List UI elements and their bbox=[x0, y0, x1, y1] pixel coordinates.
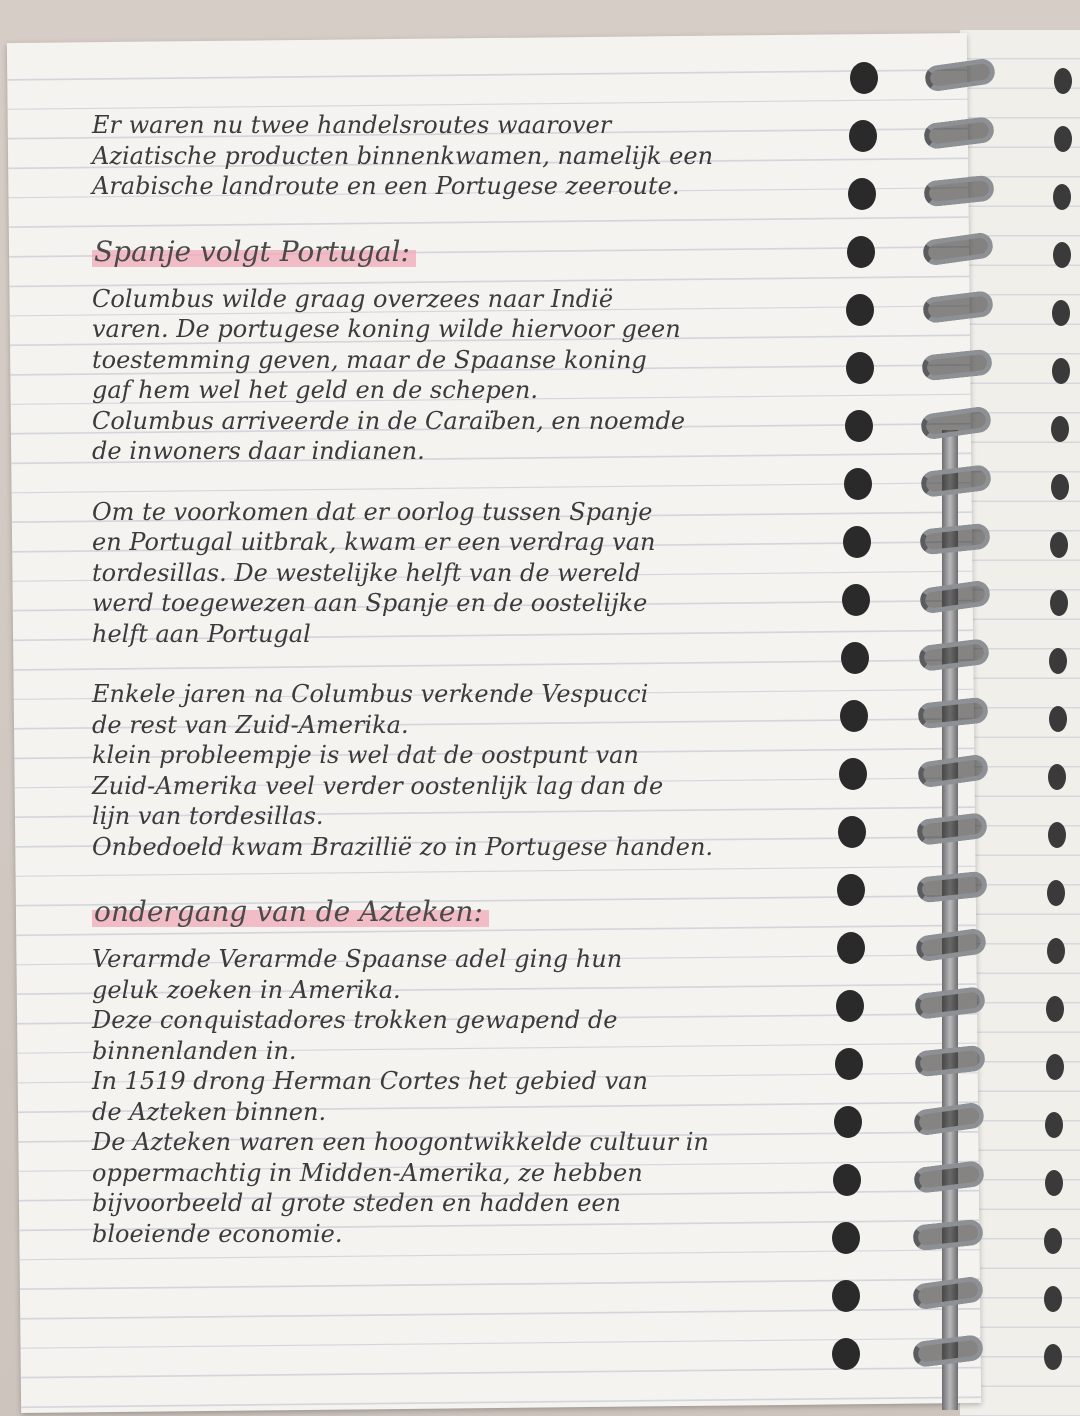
binder-hole bbox=[841, 642, 869, 674]
text-line: oppermachtig in Midden-Amerika, ze hebben bbox=[92, 1158, 643, 1187]
binder-hole bbox=[836, 990, 864, 1022]
spiral-coil bbox=[919, 464, 992, 498]
binder-hole bbox=[1047, 880, 1065, 906]
text-line: In 1519 drong Herman Cortes het gebied van bbox=[92, 1067, 648, 1095]
binder-hole bbox=[1049, 706, 1067, 732]
binder-hole bbox=[846, 352, 874, 384]
binder-hole bbox=[846, 294, 874, 326]
right-page-holes bbox=[1040, 60, 1080, 1400]
binder-hole bbox=[838, 816, 866, 848]
spiral-coil bbox=[917, 696, 989, 729]
text-line: Columbus wilde graag overzees naar Indië bbox=[92, 284, 614, 313]
text-line: De Azteken waren een hoogontwikkelde cultuur in bbox=[92, 1128, 709, 1156]
text-line: Zuid-Amerika veel verder oostenlijk lag dan de bbox=[92, 771, 664, 800]
binder-hole bbox=[843, 526, 871, 558]
binder-hole bbox=[1054, 126, 1072, 152]
paragraph-azteken bbox=[92, 944, 812, 1249]
binder-hole bbox=[832, 1338, 860, 1370]
text-line: helft aan Portugal bbox=[92, 619, 311, 648]
spiral-coil bbox=[923, 174, 995, 207]
spiral-coil bbox=[919, 522, 991, 555]
text-line: Aziatische producten binnenkwamen, namelijk een bbox=[92, 141, 714, 170]
text-line: de inwoners daar indianen. bbox=[92, 437, 425, 465]
spiral-coil bbox=[923, 116, 996, 150]
text-line: Er waren nu twee handelsroutes waarover bbox=[92, 111, 612, 139]
section-heading-spanje: Spanje volgt Portugal: bbox=[92, 232, 416, 272]
binder-hole bbox=[1052, 300, 1070, 326]
spiral-coil bbox=[915, 927, 988, 962]
binder-hole bbox=[833, 1164, 861, 1196]
text-line: bijvoorbeeld al grote steden en hadden een bbox=[92, 1189, 621, 1217]
binder-hole bbox=[839, 758, 867, 790]
text-line: bloeiende economie. bbox=[92, 1219, 343, 1248]
paragraph-vespucci bbox=[92, 679, 812, 862]
text-line: varen. De portugese koning wilde hiervoor geen bbox=[92, 315, 681, 343]
text-line: tordesillas. De westelijke helft van de wereld bbox=[92, 558, 641, 587]
binder-hole bbox=[849, 120, 877, 152]
binder-hole bbox=[1052, 358, 1070, 384]
binder-hole bbox=[847, 236, 875, 268]
spiral-coil bbox=[918, 638, 991, 672]
spiral-coil bbox=[912, 1275, 985, 1310]
text-line: en Portugal uitbrak, kwam er een verdrag van bbox=[92, 528, 656, 556]
text-line: lijn van tordesillas. bbox=[92, 802, 324, 830]
binder-hole bbox=[1044, 1228, 1062, 1254]
binder-hole bbox=[1054, 68, 1072, 94]
punch-holes bbox=[836, 62, 896, 1402]
text-line: werd toegewezen aan Spanje en de oostelijke bbox=[92, 589, 648, 617]
spiral-coil bbox=[916, 753, 989, 788]
text-line: gaf hem wel het geld en de schepen. bbox=[92, 376, 539, 404]
binder-hole bbox=[837, 874, 865, 906]
spiral-coil bbox=[921, 348, 993, 381]
spiral-coil bbox=[914, 1044, 986, 1077]
text-line: Enkele jaren na Columbus verkende Vespucci bbox=[92, 680, 649, 708]
text-line: de Azteken binnen. bbox=[92, 1097, 327, 1126]
spiral-coil bbox=[920, 405, 993, 440]
text-line: Verarmde Verarmde Spaanse adel ging hun bbox=[92, 945, 623, 973]
text-line: Deze conquistadores trokken gewapend de bbox=[92, 1006, 618, 1034]
binder-hole bbox=[1044, 1344, 1062, 1370]
binder-hole bbox=[837, 932, 865, 964]
binder-hole bbox=[1051, 474, 1069, 500]
binder-hole bbox=[834, 1106, 862, 1138]
binder-hole bbox=[832, 1222, 860, 1254]
paragraph-columbus bbox=[92, 284, 812, 467]
binder-hole bbox=[842, 584, 870, 616]
binder-hole bbox=[1050, 532, 1068, 558]
text-line: geluk zoeken in Amerika. bbox=[92, 975, 401, 1004]
spiral-coil bbox=[912, 1160, 985, 1194]
spiral-coil bbox=[921, 290, 994, 324]
handwritten-notes bbox=[92, 110, 812, 1279]
binder-hole bbox=[1046, 1054, 1064, 1080]
binder-hole bbox=[1045, 1112, 1063, 1138]
text-line: toestemming geven, maar de Spaanse koning bbox=[92, 345, 647, 374]
binder-hole bbox=[1047, 938, 1065, 964]
paragraph-tordesillas bbox=[92, 497, 812, 650]
spiral-binding bbox=[895, 60, 985, 1400]
binder-hole bbox=[850, 62, 878, 94]
text-line: Om te voorkomen dat er oorlog tussen Spanje bbox=[92, 497, 653, 526]
spiral-coil bbox=[915, 870, 987, 903]
binder-hole bbox=[844, 468, 872, 500]
binder-hole bbox=[832, 1280, 860, 1312]
binder-hole bbox=[1045, 1170, 1063, 1196]
spiral-coil bbox=[922, 231, 995, 266]
binder-hole bbox=[845, 410, 873, 442]
text-line: binnenlanden in. bbox=[92, 1036, 297, 1065]
binder-hole bbox=[1053, 242, 1071, 268]
binder-hole bbox=[1053, 184, 1071, 210]
text-line: Columbus arriveerde in de Caraïben, en noemde bbox=[92, 406, 686, 435]
section-heading-azteken: ondergang van de Azteken: bbox=[92, 892, 489, 932]
spiral-coil bbox=[912, 1218, 984, 1251]
binder-hole bbox=[1050, 590, 1068, 616]
spiral-coil bbox=[913, 1101, 986, 1136]
binder-hole bbox=[1048, 822, 1066, 848]
binder-hole bbox=[1051, 416, 1069, 442]
binder-hole bbox=[1046, 996, 1064, 1022]
spiral-coil bbox=[916, 812, 989, 846]
binder-hole bbox=[1049, 648, 1067, 674]
spiral-coil bbox=[912, 1334, 985, 1368]
text-line: klein probleempje is wel dat de oostpunt van bbox=[92, 741, 639, 769]
binder-hole bbox=[848, 178, 876, 210]
intro-paragraph bbox=[92, 110, 812, 202]
binder-hole bbox=[1044, 1286, 1062, 1312]
spiral-coil bbox=[914, 986, 987, 1020]
binder-hole bbox=[840, 700, 868, 732]
text-line: de rest van Zuid-Amerika. bbox=[92, 710, 409, 739]
binder-hole bbox=[1048, 764, 1066, 790]
binder-hole bbox=[835, 1048, 863, 1080]
spiral-coil bbox=[918, 579, 991, 614]
text-line: Arabische landroute en een Portugese zeeroute. bbox=[92, 172, 680, 200]
text-line: Onbedoeld kwam Brazillië zo in Portugese handen. bbox=[92, 832, 714, 861]
